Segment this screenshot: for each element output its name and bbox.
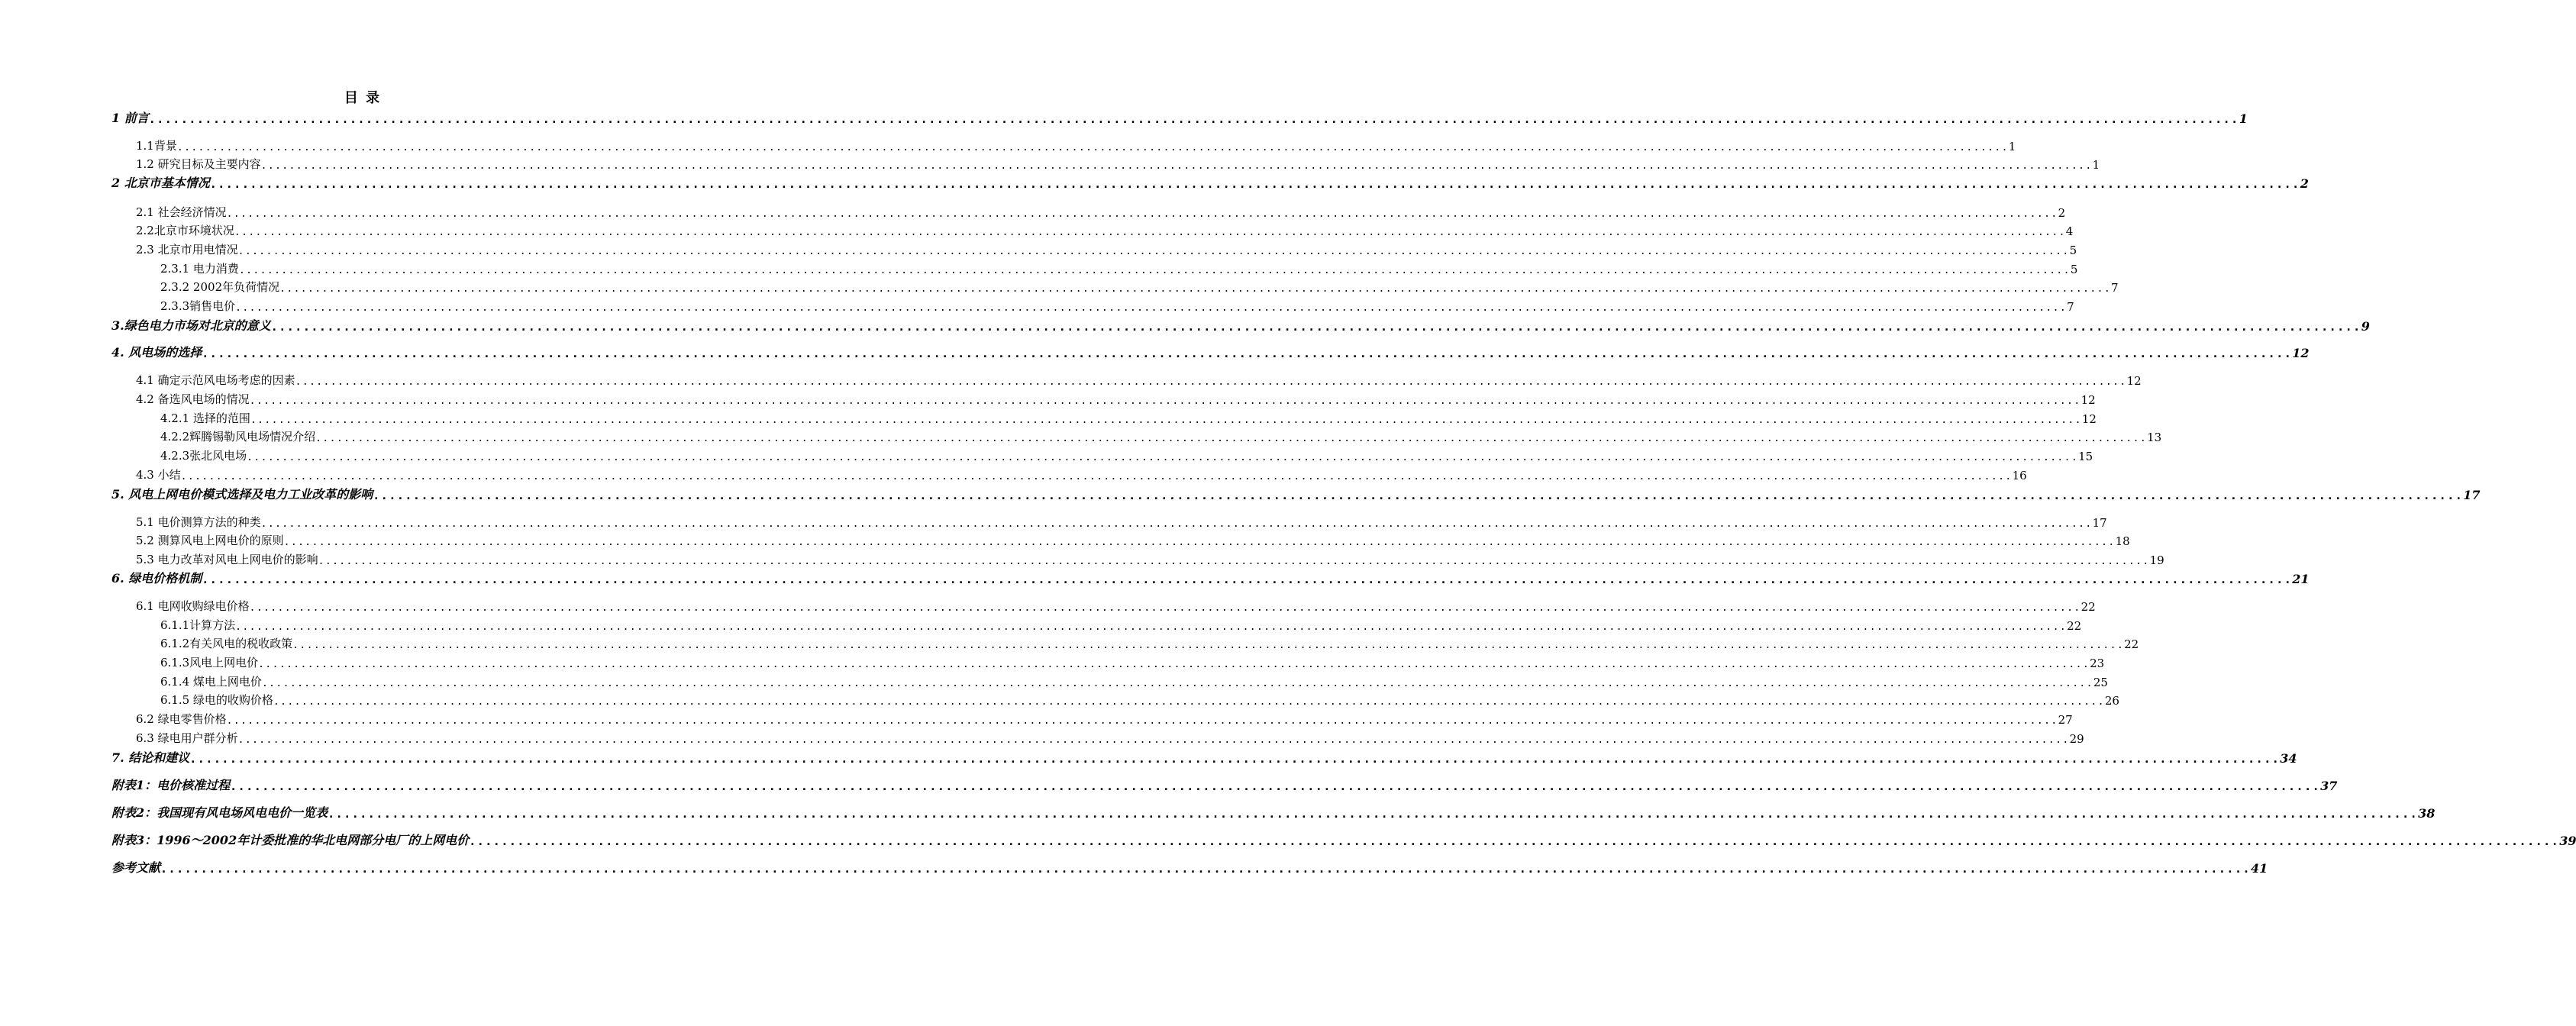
toc-entry[interactable] bbox=[160, 615, 2082, 633]
toc-entry[interactable] bbox=[136, 464, 2027, 482]
toc-leader-dots: .................................................................................................................................................................................................................................................................... bbox=[292, 640, 2125, 651]
toc-leader-dots: .................................................................................................................................................................................................................................................................... bbox=[258, 659, 2090, 670]
toc-entry-page: 2 bbox=[2300, 176, 2309, 191]
toc-entry[interactable] bbox=[160, 408, 2097, 426]
toc-entry-page: 29 bbox=[2069, 732, 2084, 746]
toc-entry-page: 7 bbox=[2067, 300, 2074, 314]
toc-entry-text: 附表1：电价核准过程 bbox=[111, 778, 231, 792]
toc-entry[interactable] bbox=[136, 153, 2100, 172]
toc-leader-dots: .................................................................................................................................................................................................................................................................... bbox=[209, 177, 2300, 191]
toc-entry-text: 2.2北京市环境状况 bbox=[136, 224, 234, 237]
toc-entry-text: 6.1.2有关风电的税收政策 bbox=[160, 637, 293, 650]
toc-entry-page: 37 bbox=[2320, 779, 2338, 793]
toc-entry-text: 2.3 北京市用电情况 bbox=[136, 243, 238, 256]
toc-entry[interactable] bbox=[136, 549, 2164, 567]
toc-entry-text: 2.3.2 2002年负荷情况 bbox=[160, 280, 280, 294]
toc-entry[interactable] bbox=[111, 830, 2576, 848]
toc-entry[interactable] bbox=[160, 689, 2119, 708]
toc-entry-page: 5 bbox=[2069, 244, 2077, 257]
toc-entry-page: 4 bbox=[2065, 224, 2074, 238]
toc-entry-page: 12 bbox=[2292, 346, 2310, 360]
toc-entry-text: 2.3.3销售电价 bbox=[160, 299, 236, 313]
toc-leader-dots: .................................................................................................................................................................................................................................................................... bbox=[249, 395, 2081, 407]
toc-entry-page: 1 bbox=[2092, 158, 2100, 172]
toc-entry-text: 1.1背景 bbox=[136, 139, 177, 153]
toc-entry-page: 5 bbox=[2070, 263, 2078, 276]
toc-entry[interactable] bbox=[111, 775, 2338, 793]
toc-leader-dots: .................................................................................................................................................................................................................................................................... bbox=[273, 696, 2105, 708]
toc-entry-page: 16 bbox=[2012, 469, 2027, 482]
toc-entry-text: 6.1.3风电上网电价 bbox=[160, 656, 259, 669]
toc-entry-page: 22 bbox=[2080, 600, 2096, 614]
toc-leader-dots: .................................................................................................................................................................................................................................................................... bbox=[295, 376, 2127, 388]
toc-entry-page: 38 bbox=[2418, 806, 2436, 821]
toc-entry-text: 6.1 电网收购绿电价格 bbox=[136, 599, 250, 613]
toc-entry-text: 6.1.4 煤电上网电价 bbox=[160, 675, 262, 689]
toc-entry-page: 12 bbox=[2081, 412, 2097, 426]
toc-leader-dots: .................................................................................................................................................................................................................................................................... bbox=[176, 142, 2009, 153]
toc-leader-dots: .................................................................................................................................................................................................................................................................... bbox=[189, 752, 2281, 766]
toc-entry-text: 附表3：1996～2002年计委批准的华北电网部分电厂的上网电价 bbox=[111, 833, 470, 847]
toc-entry-text: 4.2.3张北风电场 bbox=[160, 449, 247, 463]
toc-leader-dots: .................................................................................................................................................................................................................................................................... bbox=[160, 862, 2252, 876]
toc-entry[interactable] bbox=[136, 202, 2066, 220]
toc-entry-page: 21 bbox=[2292, 572, 2310, 586]
toc-leader-dots: .................................................................................................................................................................................................................................................................... bbox=[202, 573, 2293, 586]
toc-entry[interactable] bbox=[136, 220, 2074, 238]
toc-leader-dots: .................................................................................................................................................................................................................................................................... bbox=[260, 160, 2093, 172]
toc-entry[interactable] bbox=[160, 671, 2108, 689]
toc-entry-text: 3.绿色电力市场对北京的意义 bbox=[111, 318, 271, 333]
toc-entry-page: 22 bbox=[2124, 637, 2139, 651]
toc-leader-dots: .................................................................................................................................................................................................................................................................... bbox=[238, 265, 2071, 276]
toc-leader-dots: .................................................................................................................................................................................................................................................................... bbox=[237, 246, 2070, 257]
toc-entry-text: 5.3 电力改革对风电上网电价的影响 bbox=[136, 553, 318, 566]
toc-entry[interactable] bbox=[111, 173, 2309, 191]
toc-entry[interactable] bbox=[136, 708, 2073, 727]
toc-leader-dots: .................................................................................................................................................................................................................................................................... bbox=[148, 112, 2239, 126]
toc-entry[interactable] bbox=[136, 135, 2016, 153]
toc-entry[interactable] bbox=[136, 728, 2084, 746]
toc-entry-page: 17 bbox=[2463, 488, 2481, 502]
toc-entry-text: 1 前言 bbox=[111, 111, 149, 125]
toc-entry[interactable] bbox=[111, 568, 2310, 586]
toc-leader-dots: .................................................................................................................................................................................................................................................................... bbox=[261, 678, 2093, 689]
toc-entry[interactable] bbox=[136, 530, 2130, 548]
toc-entry-text: 2.3.1 电力消费 bbox=[160, 262, 239, 276]
toc-leader-dots: .................................................................................................................................................................................................................................................................... bbox=[283, 537, 2116, 548]
toc-entry[interactable] bbox=[111, 747, 2297, 766]
toc-entry-text: 6.1.1计算方法 bbox=[160, 618, 236, 632]
toc-entry-page: 7 bbox=[2111, 281, 2119, 295]
toc-entry[interactable] bbox=[136, 595, 2096, 614]
toc-leader-dots: .................................................................................................................................................................................................................................................................... bbox=[226, 715, 2058, 727]
toc-leader-dots: .................................................................................................................................................................................................................................................................... bbox=[230, 779, 2321, 793]
toc-leader-dots: .................................................................................................................................................................................................................................................................... bbox=[260, 518, 2093, 530]
toc-leader-dots: .................................................................................................................................................................................................................................................................... bbox=[318, 556, 2150, 567]
toc-leader-dots: .................................................................................................................................................................................................................................................................... bbox=[270, 320, 2361, 334]
toc-entry[interactable] bbox=[160, 276, 2119, 295]
toc-entry-text: 5.2 测算风电上网电价的原则 bbox=[136, 534, 284, 547]
toc-entry-page: 18 bbox=[2115, 534, 2130, 548]
toc-title: 目 录 bbox=[344, 90, 382, 106]
toc-entry[interactable] bbox=[111, 108, 2248, 126]
toc-entry[interactable] bbox=[111, 342, 2310, 360]
toc-entry[interactable] bbox=[136, 369, 2142, 388]
toc-entry-text: 4.1 确定示范风电场考虑的因素 bbox=[136, 373, 295, 387]
toc-entry[interactable] bbox=[160, 633, 2139, 651]
toc-entry[interactable] bbox=[160, 295, 2074, 314]
toc-entry-page: 19 bbox=[2149, 553, 2164, 567]
toc-entry-page: 23 bbox=[2090, 657, 2105, 670]
toc-entry[interactable] bbox=[136, 239, 2077, 257]
toc-leader-dots: .................................................................................................................................................................................................................................................................... bbox=[315, 433, 2148, 444]
toc-entry-page: 1 bbox=[2008, 140, 2016, 153]
toc-entry[interactable] bbox=[160, 652, 2105, 670]
toc-entry-page: 15 bbox=[2078, 450, 2093, 463]
toc-entry-page: 25 bbox=[2093, 676, 2108, 689]
toc-entry-page: 26 bbox=[2104, 694, 2119, 708]
toc-entry-page: 2 bbox=[2058, 206, 2066, 220]
toc-leader-dots: .................................................................................................................................................................................................................................................................... bbox=[237, 734, 2070, 746]
toc-leader-dots: .................................................................................................................................................................................................................................................................... bbox=[249, 602, 2081, 614]
toc-entry-text: 5. 风电上网电价模式选择及电力工业改革的影响 bbox=[111, 487, 373, 502]
toc-leader-dots: .................................................................................................................................................................................................................................................................... bbox=[235, 302, 2068, 314]
toc-entry-text: 4.2.2辉腾锡勒风电场情况介绍 bbox=[160, 430, 316, 444]
toc-entry-page: 39 bbox=[2559, 834, 2576, 848]
toc-entry-text: 2.1 社会经济情况 bbox=[136, 205, 227, 219]
toc-leader-dots: .................................................................................................................................................................................................................................................................... bbox=[226, 208, 2058, 220]
toc-entry-text: 5.1 电价测算方法的种类 bbox=[136, 515, 261, 529]
toc-entry-text: 6.3 绿电用户群分析 bbox=[136, 731, 238, 745]
toc-entry-text: 7. 结论和建议 bbox=[111, 750, 190, 765]
toc-entry[interactable] bbox=[136, 511, 2107, 530]
toc-entry-text: 4.2 备选风电场的情况 bbox=[136, 392, 250, 406]
toc-entry-text: 6.2 绿电零售价格 bbox=[136, 712, 227, 726]
toc-entry[interactable] bbox=[160, 258, 2078, 276]
toc-leader-dots: .................................................................................................................................................................................................................................................................... bbox=[235, 621, 2068, 633]
toc-entry-text: 1.2 研究目标及主要内容 bbox=[136, 157, 261, 171]
toc-entry-page: 1 bbox=[2239, 111, 2248, 126]
toc-entry-text: 参考文献 bbox=[111, 860, 161, 875]
toc-entry[interactable] bbox=[136, 389, 2096, 407]
toc-leader-dots: .................................................................................................................................................................................................................................................................... bbox=[202, 347, 2293, 360]
toc-entry-page: 9 bbox=[2361, 319, 2370, 334]
toc-entry-text: 2 北京市基本情况 bbox=[111, 176, 210, 190]
toc-leader-dots: .................................................................................................................................................................................................................................................................... bbox=[180, 471, 2013, 482]
toc-entry-page: 17 bbox=[2092, 516, 2107, 530]
toc-leader-dots: .................................................................................................................................................................................................................................................................... bbox=[234, 227, 2066, 238]
toc-entry[interactable] bbox=[160, 426, 2162, 444]
toc-entry-page: 41 bbox=[2251, 861, 2268, 876]
toc-leader-dots: .................................................................................................................................................................................................................................................................... bbox=[247, 452, 2079, 463]
toc-entry-text: 6. 绿电价格机制 bbox=[111, 571, 202, 586]
toc-entry[interactable] bbox=[111, 857, 2268, 876]
toc-leader-dots: .................................................................................................................................................................................................................................................................... bbox=[250, 415, 2082, 426]
toc-entry-text: 4.2.1 选择的范围 bbox=[160, 411, 250, 425]
toc-entry-page: 12 bbox=[2126, 374, 2142, 388]
toc-entry-text: 4. 风电场的选择 bbox=[111, 345, 202, 360]
toc-entry-text: 附表2：我国现有风电场风电电价一览表 bbox=[111, 805, 328, 820]
toc-leader-dots: .................................................................................................................................................................................................................................................................... bbox=[328, 807, 2419, 821]
toc-entry[interactable] bbox=[111, 484, 2481, 502]
toc-entry-page: 27 bbox=[2058, 713, 2073, 727]
toc-entry[interactable] bbox=[111, 315, 2370, 334]
toc-entry-page: 34 bbox=[2280, 751, 2297, 766]
toc-entry-page: 13 bbox=[2147, 431, 2162, 444]
toc-leader-dots: .................................................................................................................................................................................................................................................................... bbox=[469, 834, 2560, 848]
toc-entry[interactable] bbox=[160, 445, 2093, 463]
toc-entry-page: 22 bbox=[2067, 619, 2082, 633]
toc-leader-dots: .................................................................................................................................................................................................................................................................... bbox=[373, 489, 2464, 502]
toc-entry[interactable] bbox=[111, 802, 2436, 821]
toc-entry-text: 6.1.5 绿电的收购价格 bbox=[160, 693, 273, 707]
toc-entry-page: 12 bbox=[2080, 393, 2096, 407]
toc-entry-text: 4.3 小结 bbox=[136, 468, 181, 482]
toc-leader-dots: .................................................................................................................................................................................................................................................................... bbox=[279, 283, 2112, 295]
